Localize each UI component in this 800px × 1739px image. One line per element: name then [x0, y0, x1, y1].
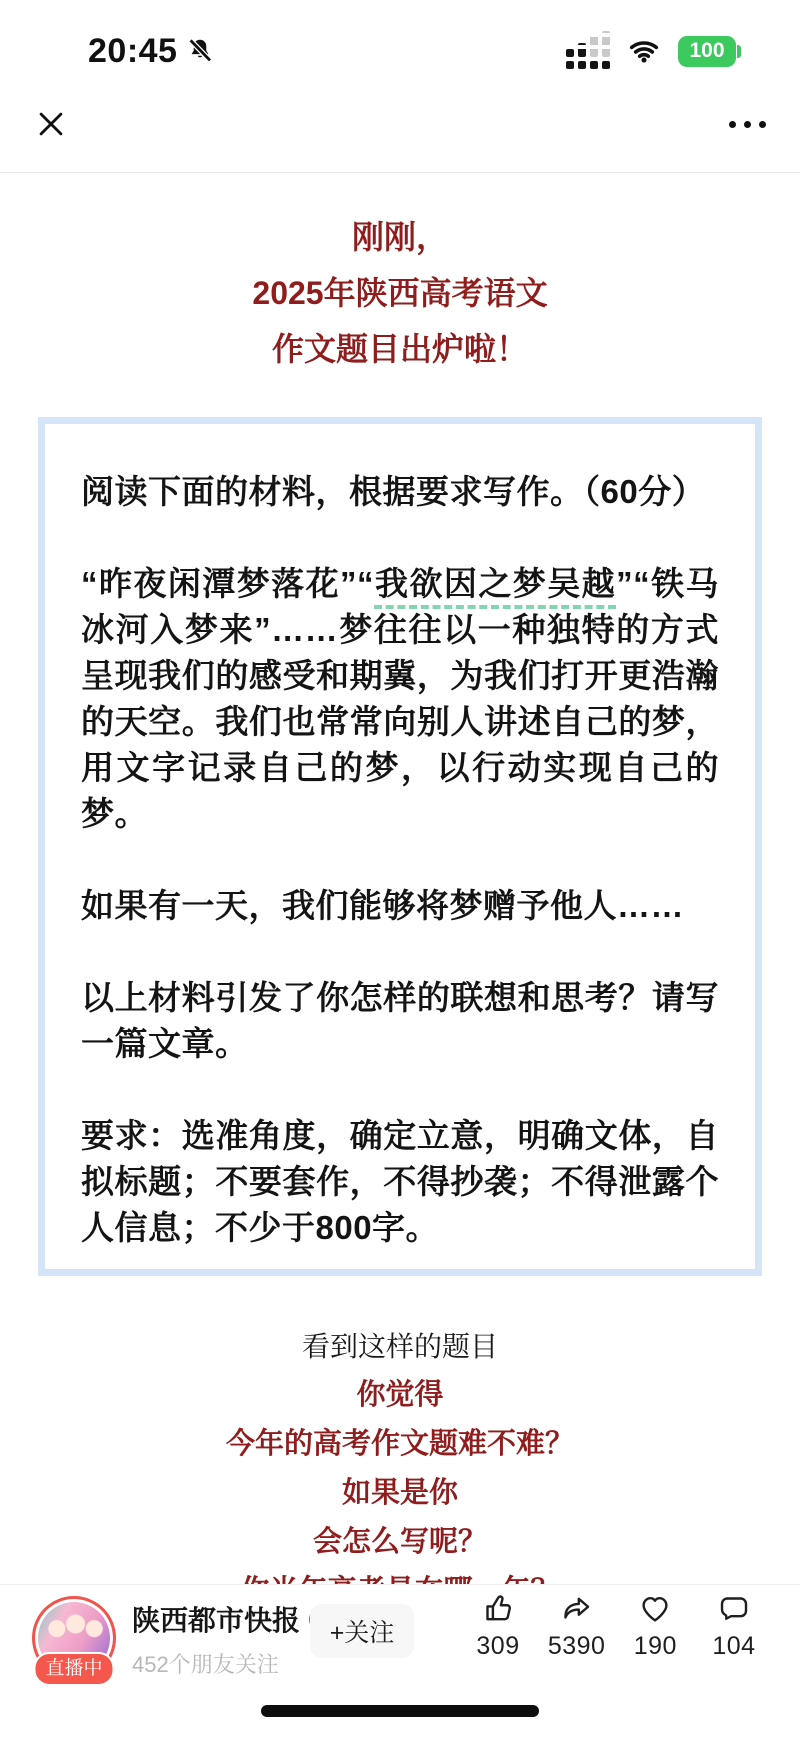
prompt-paragraph-1: [81, 561, 719, 837]
avatar[interactable]: [32, 1596, 116, 1680]
action-bar: [462, 1591, 770, 1661]
outro-red-line: 会怎么写呢？: [312, 1526, 487, 1558]
comment-button[interactable]: [698, 1591, 770, 1661]
forward-button[interactable]: [541, 1591, 613, 1661]
like-count: 309: [476, 1632, 520, 1660]
thumbs-up-icon: [480, 1591, 516, 1627]
prompt-quote-pre: “昨夜闲潭梦落花”“: [81, 565, 375, 602]
comment-count: 104: [712, 1632, 756, 1660]
forward-count: 5390: [547, 1632, 606, 1660]
prompt-paragraph-2: 如果有一天，我们能够将梦赠予他人……: [81, 887, 684, 924]
prompt-paragraph-3: 以上材料引发了你怎样的联想和思考？请写一篇文章。: [81, 979, 719, 1062]
comment-bubble-icon: [716, 1591, 752, 1627]
prompt-paragraph-4: 要求：选准角度，确定立意，明确文体，自拟标题；不要套作，不得抄袭；不得泄露个人信息；不少于800字。: [81, 1117, 719, 1246]
clock-text: 20:45: [88, 31, 178, 70]
follow-button[interactable]: +关注: [310, 1604, 414, 1658]
close-icon[interactable]: [34, 107, 68, 141]
like-button[interactable]: [462, 1591, 534, 1661]
prompt-heading: 阅读下面的材料，根据要求写作。（60分）: [81, 473, 706, 510]
status-bar: [0, 0, 800, 76]
home-indicator: [261, 1705, 539, 1717]
article-title: [0, 209, 800, 377]
live-badge: 直播中: [33, 1652, 114, 1686]
account-name[interactable]: 陕西都市快报: [132, 1605, 301, 1636]
more-menu-icon[interactable]: [729, 121, 766, 128]
cell-signal-icon: [566, 33, 610, 69]
outro-block: [0, 1322, 800, 1616]
title-line: 刚刚，: [351, 219, 448, 255]
bell-muted-icon: [185, 36, 215, 66]
outro-red-line: 你觉得: [356, 1379, 444, 1411]
battery-icon: [678, 36, 736, 67]
account-info[interactable]: [132, 1599, 332, 1679]
outro-red-line: 如果是你: [341, 1477, 458, 1509]
heart-icon: [637, 1591, 673, 1627]
title-line: 2025年陕西高考语文: [252, 275, 548, 311]
status-left: [88, 32, 215, 71]
nav-bar: [0, 76, 800, 173]
followers-count: 452个朋友关注: [132, 1652, 279, 1677]
prompt-quote-post: ”“铁马冰河入梦来”……梦往往以一种独特的方式呈现我们的感受和期冀，为我们打开更浩瀚的天空。我们也常常向别人讲述自己的梦，用文字记录自己的梦，以行动实现自己的梦。: [81, 565, 720, 832]
battery-percent: 100: [689, 39, 725, 62]
favorite-count: 190: [633, 1632, 677, 1660]
status-right: [566, 33, 736, 69]
favorite-button[interactable]: [619, 1591, 691, 1661]
outro-red-line: 今年的高考作文题难不难？: [225, 1428, 574, 1460]
forward-arrow-icon: [559, 1591, 595, 1627]
title-line: 作文题目出炉啦！: [271, 331, 528, 367]
essay-prompt-box: [38, 417, 762, 1276]
wifi-icon: [626, 35, 662, 67]
underlined-phrase: 我欲因之梦吴越: [374, 565, 616, 609]
outro-intro-line: 看到这样的题目: [301, 1331, 498, 1362]
